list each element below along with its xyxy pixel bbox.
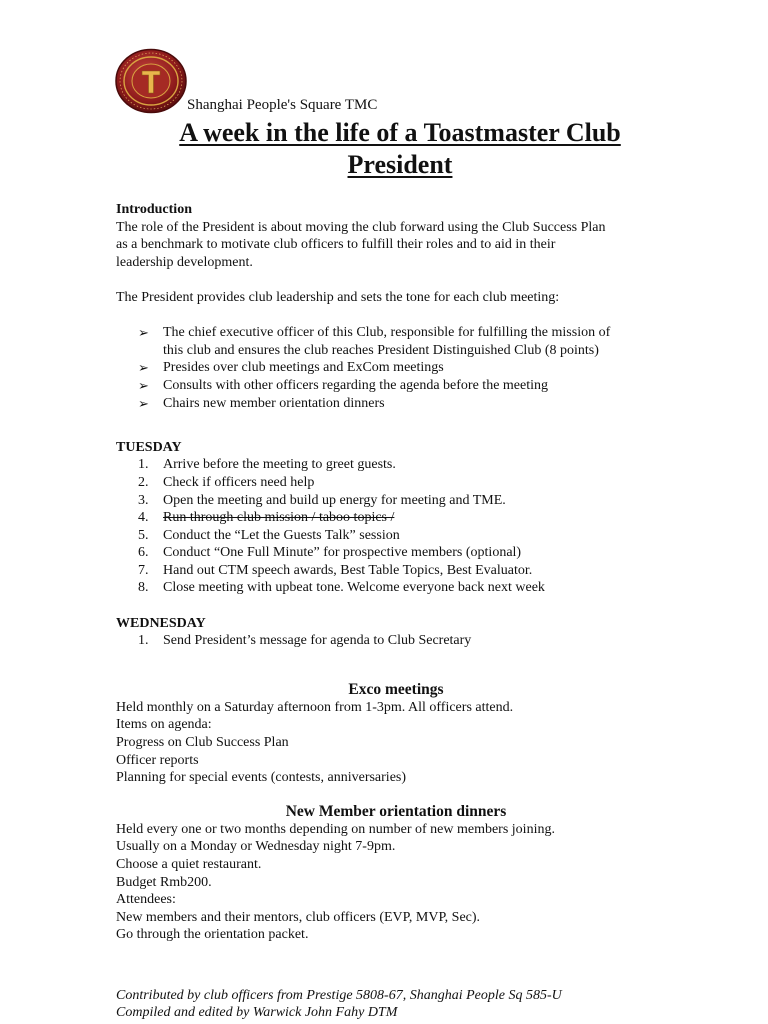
footer-credits [116,987,562,1021]
exco-line: Planning for special events (contests, anniversaries) [116,770,407,786]
item-number: 4. [138,510,149,526]
item-number: 8. [138,580,149,596]
footer-line-1: Contributed by club officers from Prestige 5808-67, Shanghai People Sq 585-U [116,988,562,1003]
list-item [116,527,676,545]
item-text: Check if officers need help [163,474,315,490]
title-line-2: President [347,150,453,179]
exco-heading: Exco meetings [348,680,444,698]
bullet-text: this club and ensures the club reaches President Distinguished Club (8 points) [163,342,599,358]
intro-line: The role of the President is about moving the club forward using the Club Success Plan [116,219,606,235]
orientation-heading: New Member orientation dinners [285,802,507,820]
arrow-bullet-icon: ➢ [138,395,149,411]
bullet-text: Consults with other officers regarding the agenda before the meeting [163,377,549,393]
item-number: 2. [138,474,149,490]
club-name: Shanghai People's Square TMC [187,97,378,113]
exco-line: Held monthly on a Saturday afternoon from 1-3pm. All officers attend. [116,699,514,715]
footer-line-2: Compiled and edited by Warwick John Fahy DTM [116,1005,398,1021]
responsibilities-list [116,324,676,412]
orientation-line: Choose a quiet restaurant. [116,857,262,872]
item-number: 6. [138,545,149,561]
orientation-line: Held every one or two months depending on number of new members joining. [116,821,555,837]
arrow-bullet-icon: ➢ [138,360,149,376]
list-item-struck [116,509,676,527]
list-item [116,544,676,562]
document-body [116,201,676,944]
list-item [116,562,676,580]
list-item [116,377,676,395]
arrow-bullet-icon: ➢ [138,325,149,341]
item-text: Run through club mission / taboo topics / [163,510,395,526]
intro-line: as a benchmark to motivate club officers to fulfill their roles and to aid in their [116,237,556,253]
wednesday-list [116,632,676,650]
orientation-line: Usually on a Monday or Wednesday night 7-9pm. [116,839,396,855]
list-item [116,395,676,413]
item-text: Close meeting with upbeat tone. Welcome everyone back next week [163,580,545,596]
orientation-line: Attendees: [116,892,176,908]
exco-section [116,699,676,787]
item-number: 3. [138,492,149,508]
toastmasters-logo [114,48,188,114]
bullet-text: The chief executive officer of this Club, responsible for fulfilling the mission of [163,325,611,341]
list-item [116,632,676,650]
exco-line: Officer reports [116,752,199,768]
exco-line: Items on agenda: [116,717,212,733]
bullet-text: Chairs new member orientation dinners [163,395,385,411]
list-item [116,456,676,474]
list-item [116,492,676,510]
document-title [80,117,720,181]
tuesday-list [116,456,676,597]
item-text: Arrive before the meeting to greet guests. [163,457,396,473]
list-item [116,474,676,492]
tuesday-heading: TUESDAY [116,439,182,455]
title-line-1: A week in the life of a Toastmaster Club [179,118,621,147]
intro-paragraph-2: The President provides club leadership and sets the tone for each club meeting: [116,289,560,305]
wednesday-heading: WEDNESDAY [116,615,206,631]
exco-line: Progress on Club Success Plan [116,735,289,751]
bullet-text: Presides over club meetings and ExCom meetings [163,360,444,376]
item-text: Send President’s message for agenda to Club Secretary [163,633,472,649]
intro-line: leadership development. [116,254,253,270]
intro-heading: Introduction [116,202,192,217]
item-number: 1. [138,633,149,649]
orientation-line: Budget Rmb200. [116,874,212,890]
list-item [116,324,676,359]
item-number: 1. [138,457,149,473]
item-text: Hand out CTM speech awards, Best Table Topics, Best Evaluator. [163,562,533,578]
intro-paragraph [116,219,676,272]
list-item [116,579,676,597]
item-text: Open the meeting and build up energy for meeting and TME. [163,492,506,508]
list-item [116,359,676,377]
orientation-line: New members and their mentors, club officers (EVP, MVP, Sec). [116,909,481,925]
item-text: Conduct “One Full Minute” for prospective members (optional) [163,545,522,561]
item-number: 5. [138,527,149,543]
orientation-line: Go through the orientation packet. [116,927,309,943]
item-number: 7. [138,562,149,578]
arrow-bullet-icon: ➢ [138,377,149,393]
orientation-section [116,821,676,944]
item-text: Conduct the “Let the Guests Talk” session [163,527,400,543]
